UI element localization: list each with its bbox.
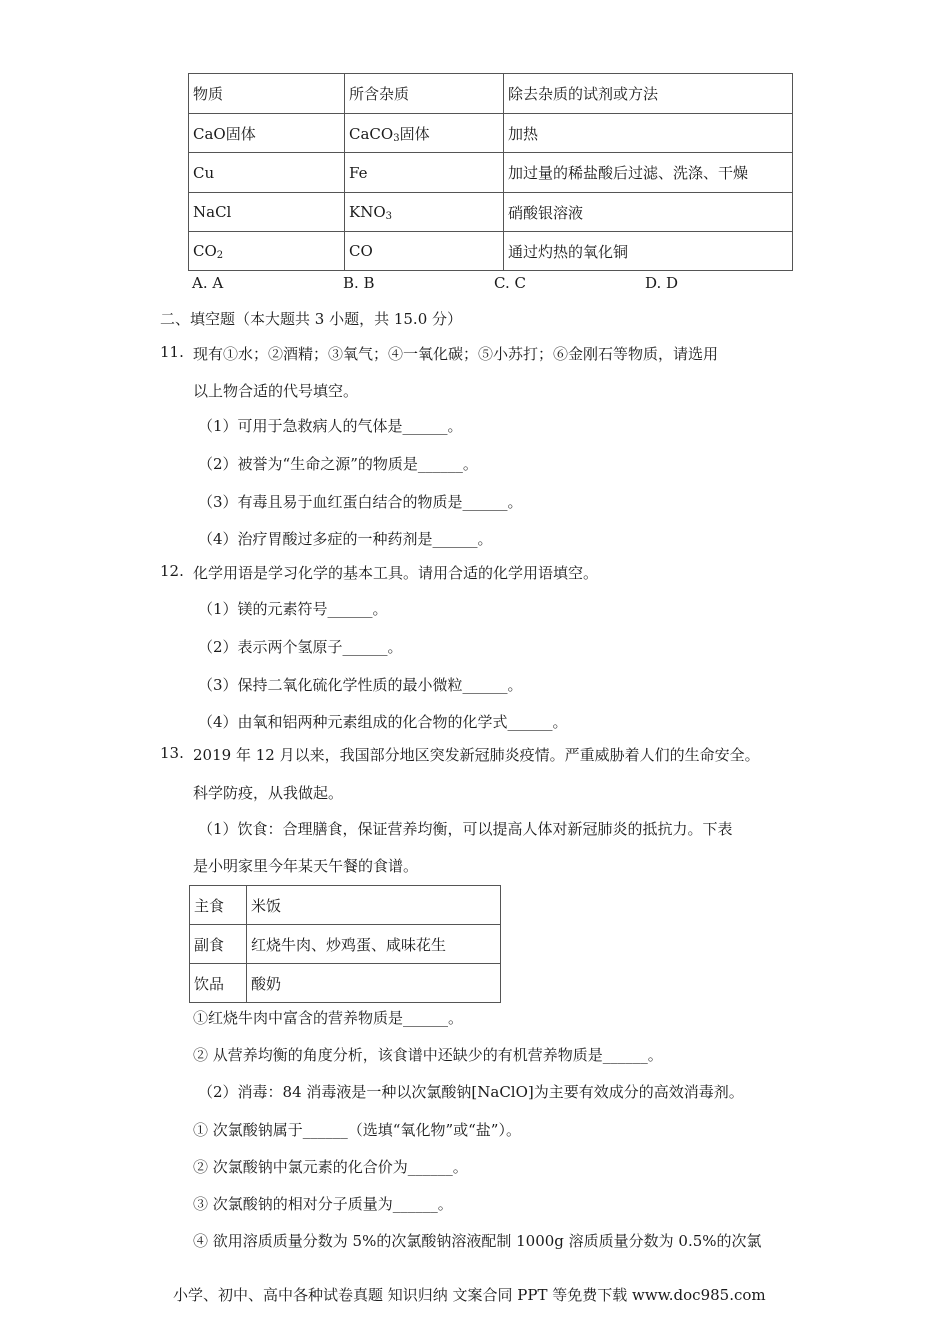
header-cell: 除去杂质的试剂或方法: [504, 74, 793, 114]
section-heading: 二、填空题（本大题共 3 小题，共 15.0 分）: [160, 310, 463, 328]
question-text: 现有①水；②酒精；③氧气；④一氧化碳；⑤小苏打；⑥金刚石等物质，请选用: [193, 345, 719, 363]
question-number: 13.: [160, 744, 184, 762]
sub-question: ② 次氯酸钠中氯元素的化合价为______。: [193, 1158, 468, 1176]
option-d: D. D: [645, 274, 679, 292]
option-b: B. B: [343, 274, 375, 292]
sub-question: ④ 欲用溶质质量分数为 5%的次氯酸钠溶液配制 1000g 溶质质量分数为 0.5%的次氯: [193, 1232, 762, 1250]
question-text: 科学防疫，从我做起。: [193, 784, 344, 802]
option-a: A. A: [192, 274, 224, 292]
sub-question: （2）表示两个氢原子______。: [198, 638, 403, 656]
question-number: 12.: [160, 562, 184, 580]
question-text: 以上物合适的代号填空。: [193, 382, 359, 400]
header-cell: 所含杂质: [345, 74, 504, 114]
table-cell: 通过灼热的氧化铜: [504, 232, 793, 271]
sub-question: ③ 次氯酸钠的相对分子质量为______。: [193, 1195, 453, 1213]
question-text: （1）饮食：合理膳食，保证营养均衡，可以提高人体对新冠肺炎的抵抗力。下表: [198, 820, 733, 838]
menu-table: [189, 885, 501, 1003]
table-cell: $CO_2$: [189, 232, 345, 271]
table-row: [189, 193, 793, 232]
table-cell: 加热: [504, 114, 793, 153]
table-row: [190, 886, 501, 925]
table-cell: CaO固体: [189, 114, 345, 153]
sub-question: （2）被誉为“生命之源”的物质是______。: [198, 455, 478, 473]
table-cell: Fe: [345, 153, 504, 193]
sub-question: （1）镁的元素符号______。: [198, 600, 388, 618]
table-row: [190, 925, 501, 964]
option-c: C. C: [494, 274, 526, 292]
table-cell: 米饭: [247, 886, 501, 925]
question-text: 化学用语是学习化学的基本工具。请用合适的化学用语填空。: [193, 564, 599, 582]
table-row: [190, 964, 501, 1003]
table-cell: $KNO_3$: [345, 193, 504, 232]
sub-question: （2）消毒：84 消毒液是一种以次氯酸钠[NaClO]为主要有效成分的高效消毒剂。: [198, 1083, 744, 1101]
table-cell: Cu: [189, 153, 345, 193]
table-cell: NaCl: [189, 193, 345, 232]
sub-question: （3）有毒且易于血红蛋白结合的物质是______。: [198, 493, 523, 511]
purification-table: [188, 73, 793, 271]
table-header-row: [189, 74, 793, 114]
table-cell: 副食: [190, 925, 247, 964]
table-cell: 饮品: [190, 964, 247, 1003]
table-cell: 酸奶: [247, 964, 501, 1003]
table-row: [189, 114, 793, 153]
sub-question: （1）可用于急救病人的气体是______。: [198, 417, 463, 435]
question-text: 2019 年 12 月以来，我国部分地区突发新冠肺炎疫情。严重威胁着人们的生命安全。: [193, 746, 760, 764]
sub-question: （4）由氧和铝两种元素组成的化合物的化学式______。: [198, 713, 568, 731]
table-cell: CaCO$_3$固体: [345, 114, 504, 153]
sub-question: ①红烧牛肉中富含的营养物质是______。: [193, 1009, 464, 1027]
table-cell: CO: [345, 232, 504, 271]
question-number: 11.: [160, 343, 184, 361]
page-footer: 小学、初中、高中各种试卷真题 知识归纳 文案合同 PPT 等免费下载 www.doc985.com: [173, 1286, 766, 1304]
table-cell: 加过量的稀盐酸后过滤、洗涤、干燥: [504, 153, 793, 193]
question-text: 是小明家里今年某天午餐的食谱。: [193, 857, 419, 875]
table-row: [189, 153, 793, 193]
sub-question: （4）治疗胃酸过多症的一种药剂是______。: [198, 530, 493, 548]
table-cell: 硝酸银溶液: [504, 193, 793, 232]
table-cell: 红烧牛肉、炒鸡蛋、咸味花生: [247, 925, 501, 964]
table-row: [189, 232, 793, 271]
sub-question: ② 从营养均衡的角度分析，该食谱中还缺少的有机营养物质是______。: [193, 1046, 663, 1064]
sub-question: （3）保持二氧化硫化学性质的最小微粒______。: [198, 676, 523, 694]
header-cell: 物质: [189, 74, 345, 114]
sub-question: ① 次氯酸钠属于______（选填“氧化物”或“盐”）。: [193, 1121, 521, 1139]
table-cell: 主食: [190, 886, 247, 925]
